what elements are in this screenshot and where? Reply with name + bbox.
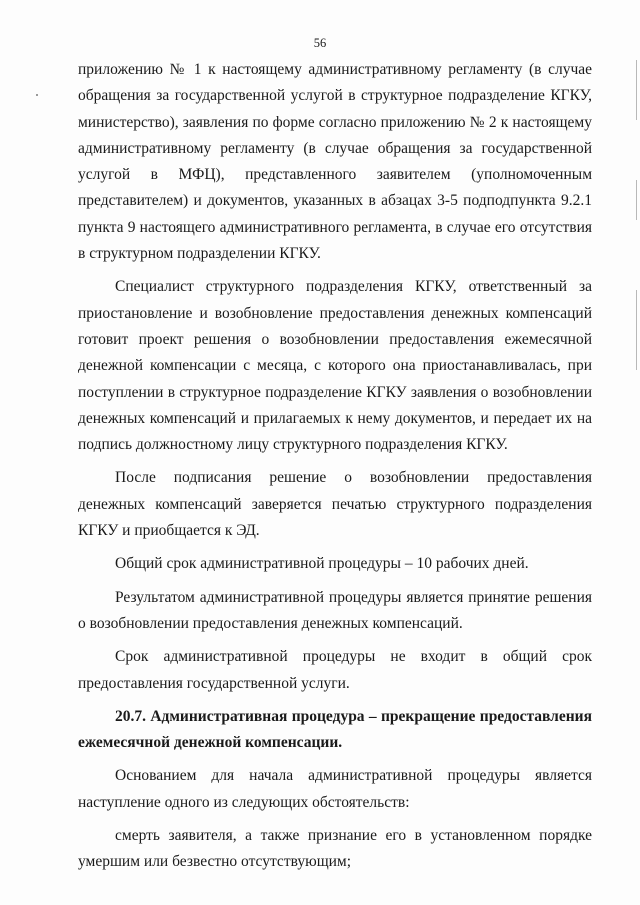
document-body [78,57,592,876]
scan-edge-mark [636,180,637,220]
paragraph: После подписания решение о возобновлении предоставления денежных компенсаций заверяется печатью структурного подразделения КГКУ и приобщается к ЭД. [78,469,592,540]
paragraph: Специалист структурного подразделения КГКУ, ответственный за приостановление и возобновление предоставления денежных компенсаций готовит проект решения о возобновлении предоставления ежемесячной денежной компенсации с месяца, с которого она приостанавливалась, при поступлении в структурное подразделение КГКУ заявления о возобновлении денежных компенсаций и прилагаемых к нему документов, и передает их на подпись должностному лицу структурного подразделения КГКУ. [78,278,592,454]
section-heading: 20.7. Административная процедура – прекращение предоставления ежемесячной денежной компенсации. [78,707,592,752]
scan-artifact-dot [36,94,38,96]
scan-edge-mark [636,60,637,120]
paragraph-continuation: приложению № 1 к настоящему административному регламенту (в случае обращения за государственной услугой в структурное подразделение КГКУ, министерство), заявления по форме согласно приложению № 2 к настоящему административному регламенту (в случае обращения за государственной услугой в МФЦ), представленного заявителем (уполномоченным представителем) и документов, указанных в абзацах 3-5 подподпункта 9.2.1 пункта 9 настоящего административного регламента, в случае его отсутствия в структурном подразделении КГКУ. [78,61,592,263]
page-number: 56 [313,36,327,50]
paragraph: Основанием для начала административной процедуры является наступление одного из следующих обстоятельств: [78,767,592,811]
paragraph: смерть заявителя, а также признание его в установленном порядке умершим или безвестно отсутствующим; [78,827,592,871]
scan-edge-mark [636,290,637,370]
paragraph: Общий срок административной процедуры – 10 рабочих дней. [115,555,529,573]
paragraph: Срок административной процедуры не входит в общий срок предоставления государственной услуги. [78,648,592,692]
paragraph: Результатом административной процедуры является принятие решения о возобновлении предоставления денежных компенсаций. [78,588,592,632]
